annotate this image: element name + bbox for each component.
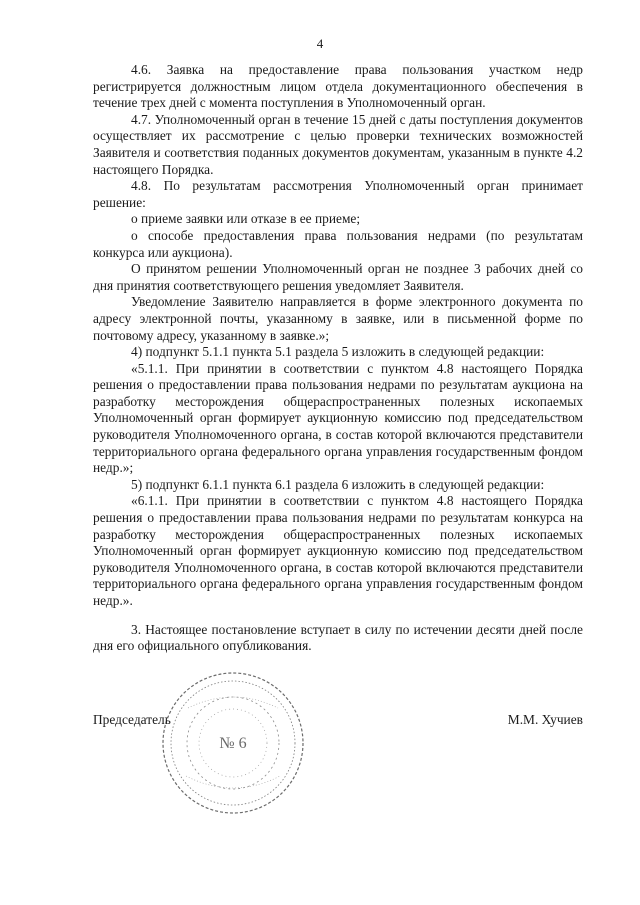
document-body — [93, 62, 583, 655]
paragraph-4-7: 4.7. Уполномоченный орган в течение 15 дней с даты поступления документов осуществляет их рассмотрение с целью проверки технических возможностей Заявителя и соответствия поданных документов документам, указанным в пункте 4.2 настоящего Порядка. — [93, 111, 583, 177]
paragraph-amendment-4: 4) подпункт 5.1.1 пункта 5.1 раздела 5 изложить в следующей редакции: — [131, 344, 545, 360]
signatory-name: М.М. Хучиев — [507, 712, 583, 727]
paragraph-amendment-5: 5) подпункт 6.1.1 пункта 6.1 раздела 6 изложить в следующей редакции: — [131, 476, 545, 492]
paragraph-decision-1: о приеме заявки или отказе в ее приеме; — [131, 211, 361, 227]
paragraph-4-8: 4.8. По результатам рассмотрения Уполномоченный орган принимает решение: — [93, 178, 583, 210]
seal-number: № 6 — [219, 735, 247, 752]
signature-title: Председатель — [93, 712, 171, 727]
paragraph-decision-2: о способе предоставления права пользования недрами (по результатам конкурса или аукциона). — [93, 227, 583, 260]
paragraph-6-1-1: «6.1.1. При принятии в соответствии с пунктом 4.8 настоящего Порядка решения о предоставлении права пользования недрами по результатам конкурса на разработку месторождения общераспространенных полезных ископаемых Уполномоченный орган формирует аукционную комиссию под председательством руководителя Уполномоченного органа, в состав которой включаются представители территориального органа федерального органа управления государственным фондом недр.». — [93, 493, 583, 608]
paragraph-notification-deadline: О принятом решении Уполномоченный орган не позднее 3 рабочих дней со дня принятия соответствующего решения уведомляет Заявителя. — [93, 261, 583, 293]
paragraph-notification-form: Уведомление Заявителю направляется в форме электронного документа по адресу электронной почты, указанному в заявке, или в письменной форме по почтовому адресу, указанному в заявке.»; — [93, 294, 583, 343]
paragraph-5-1-1: «5.1.1. При принятии в соответствии с пунктом 4.8 настоящего Порядка решения о предоставлении права пользования недрами по результатам аукциона на разработку месторождения общераспространенных полезных ископаемых Уполномоченный орган формирует аукционную комиссию под председательством руководителя Уполномоченного органа, в состав которой включаются представители территориального органа федерального органа управления государственным фондом недр.»; — [93, 360, 583, 476]
page-number: 4 — [316, 36, 324, 51]
official-seal — [158, 668, 308, 818]
paragraph-effective-date: 3. Настоящее постановление вступает в силу по истечении десяти дней после дня его официального опубликования. — [93, 621, 583, 654]
paragraph-4-6: 4.6. Заявка на предоставление права пользования участком недр регистрируется должностным лицом отдела документационного обеспечения в течение трех дней с момента поступления в Уполномоченный орган. — [93, 62, 583, 111]
